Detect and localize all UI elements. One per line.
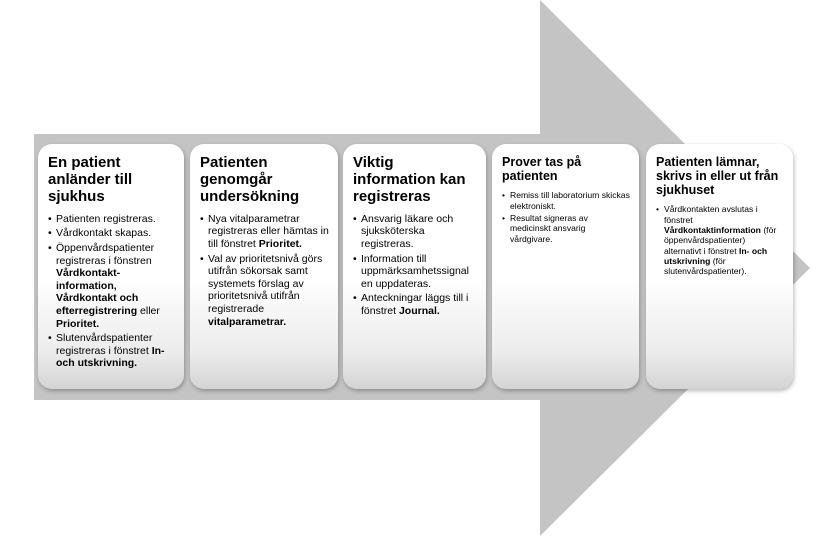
step-title-2: Patienten genomgår undersökning [200, 154, 300, 205]
step-list-2 [200, 213, 329, 328]
step-card-2 [190, 144, 338, 389]
step-card-1 [38, 144, 184, 389]
step-list-4 [502, 190, 630, 244]
step-card-3 [343, 144, 486, 389]
step-card-5 [646, 144, 793, 389]
step-item: • Nya vitalparametrar registreras eller hämtas in till fönstret Prioritet. [200, 213, 329, 251]
step-title-5: Patienten lämnar, skrivs in eller ut från sjukhuset [656, 155, 779, 198]
step-item: • Information till uppmärksamhetssignal en uppdateras. [353, 253, 477, 291]
step-item: • Patienten registreras. [48, 213, 175, 226]
step-list-5 [656, 204, 784, 276]
step-item: • Öppenvårdspatienter registreras i fönstren Vårdkontakt-information, Vårdkontakt och efterregistrering eller Prioritet. [48, 242, 175, 330]
step-item: • Resultat signeras av medicinskt ansvarig vårdgivare. [502, 213, 630, 244]
step-title-3: Viktig information kan registreras [353, 154, 466, 205]
step-item: • Remiss till laboratorium skickas elektroniskt. [502, 190, 630, 211]
step-title-4: Prover tas på patienten [502, 155, 582, 184]
step-item: • Vårdkontakt skapas. [48, 227, 175, 240]
step-title-1: En patient anländer till sjukhus [48, 154, 133, 205]
step-card-4 [492, 144, 639, 389]
step-item: • Anteckningar läggs till i fönstret Journal. [353, 292, 477, 317]
step-item: • Ansvarig läkare och sjuksköterska registreras. [353, 213, 477, 251]
step-list-3 [353, 213, 477, 318]
step-list-1 [48, 213, 175, 370]
step-item: • Vårdkontakten avslutas i fönstret Vårdkontaktinformation (för öppenvårdspatienter) alternativt i fönstret In- och utskrivning (för slutenvårdspatienter). [656, 204, 784, 276]
step-item: • Val av prioritetsnivå görs utifrån sökorsak samt systemets förslag av prioritetsnivå utifrån registrerade vitalparametrar. [200, 253, 329, 329]
step-item: • Slutenvårdspatienter registreras i fönstret In- och utskrivning. [48, 332, 175, 370]
